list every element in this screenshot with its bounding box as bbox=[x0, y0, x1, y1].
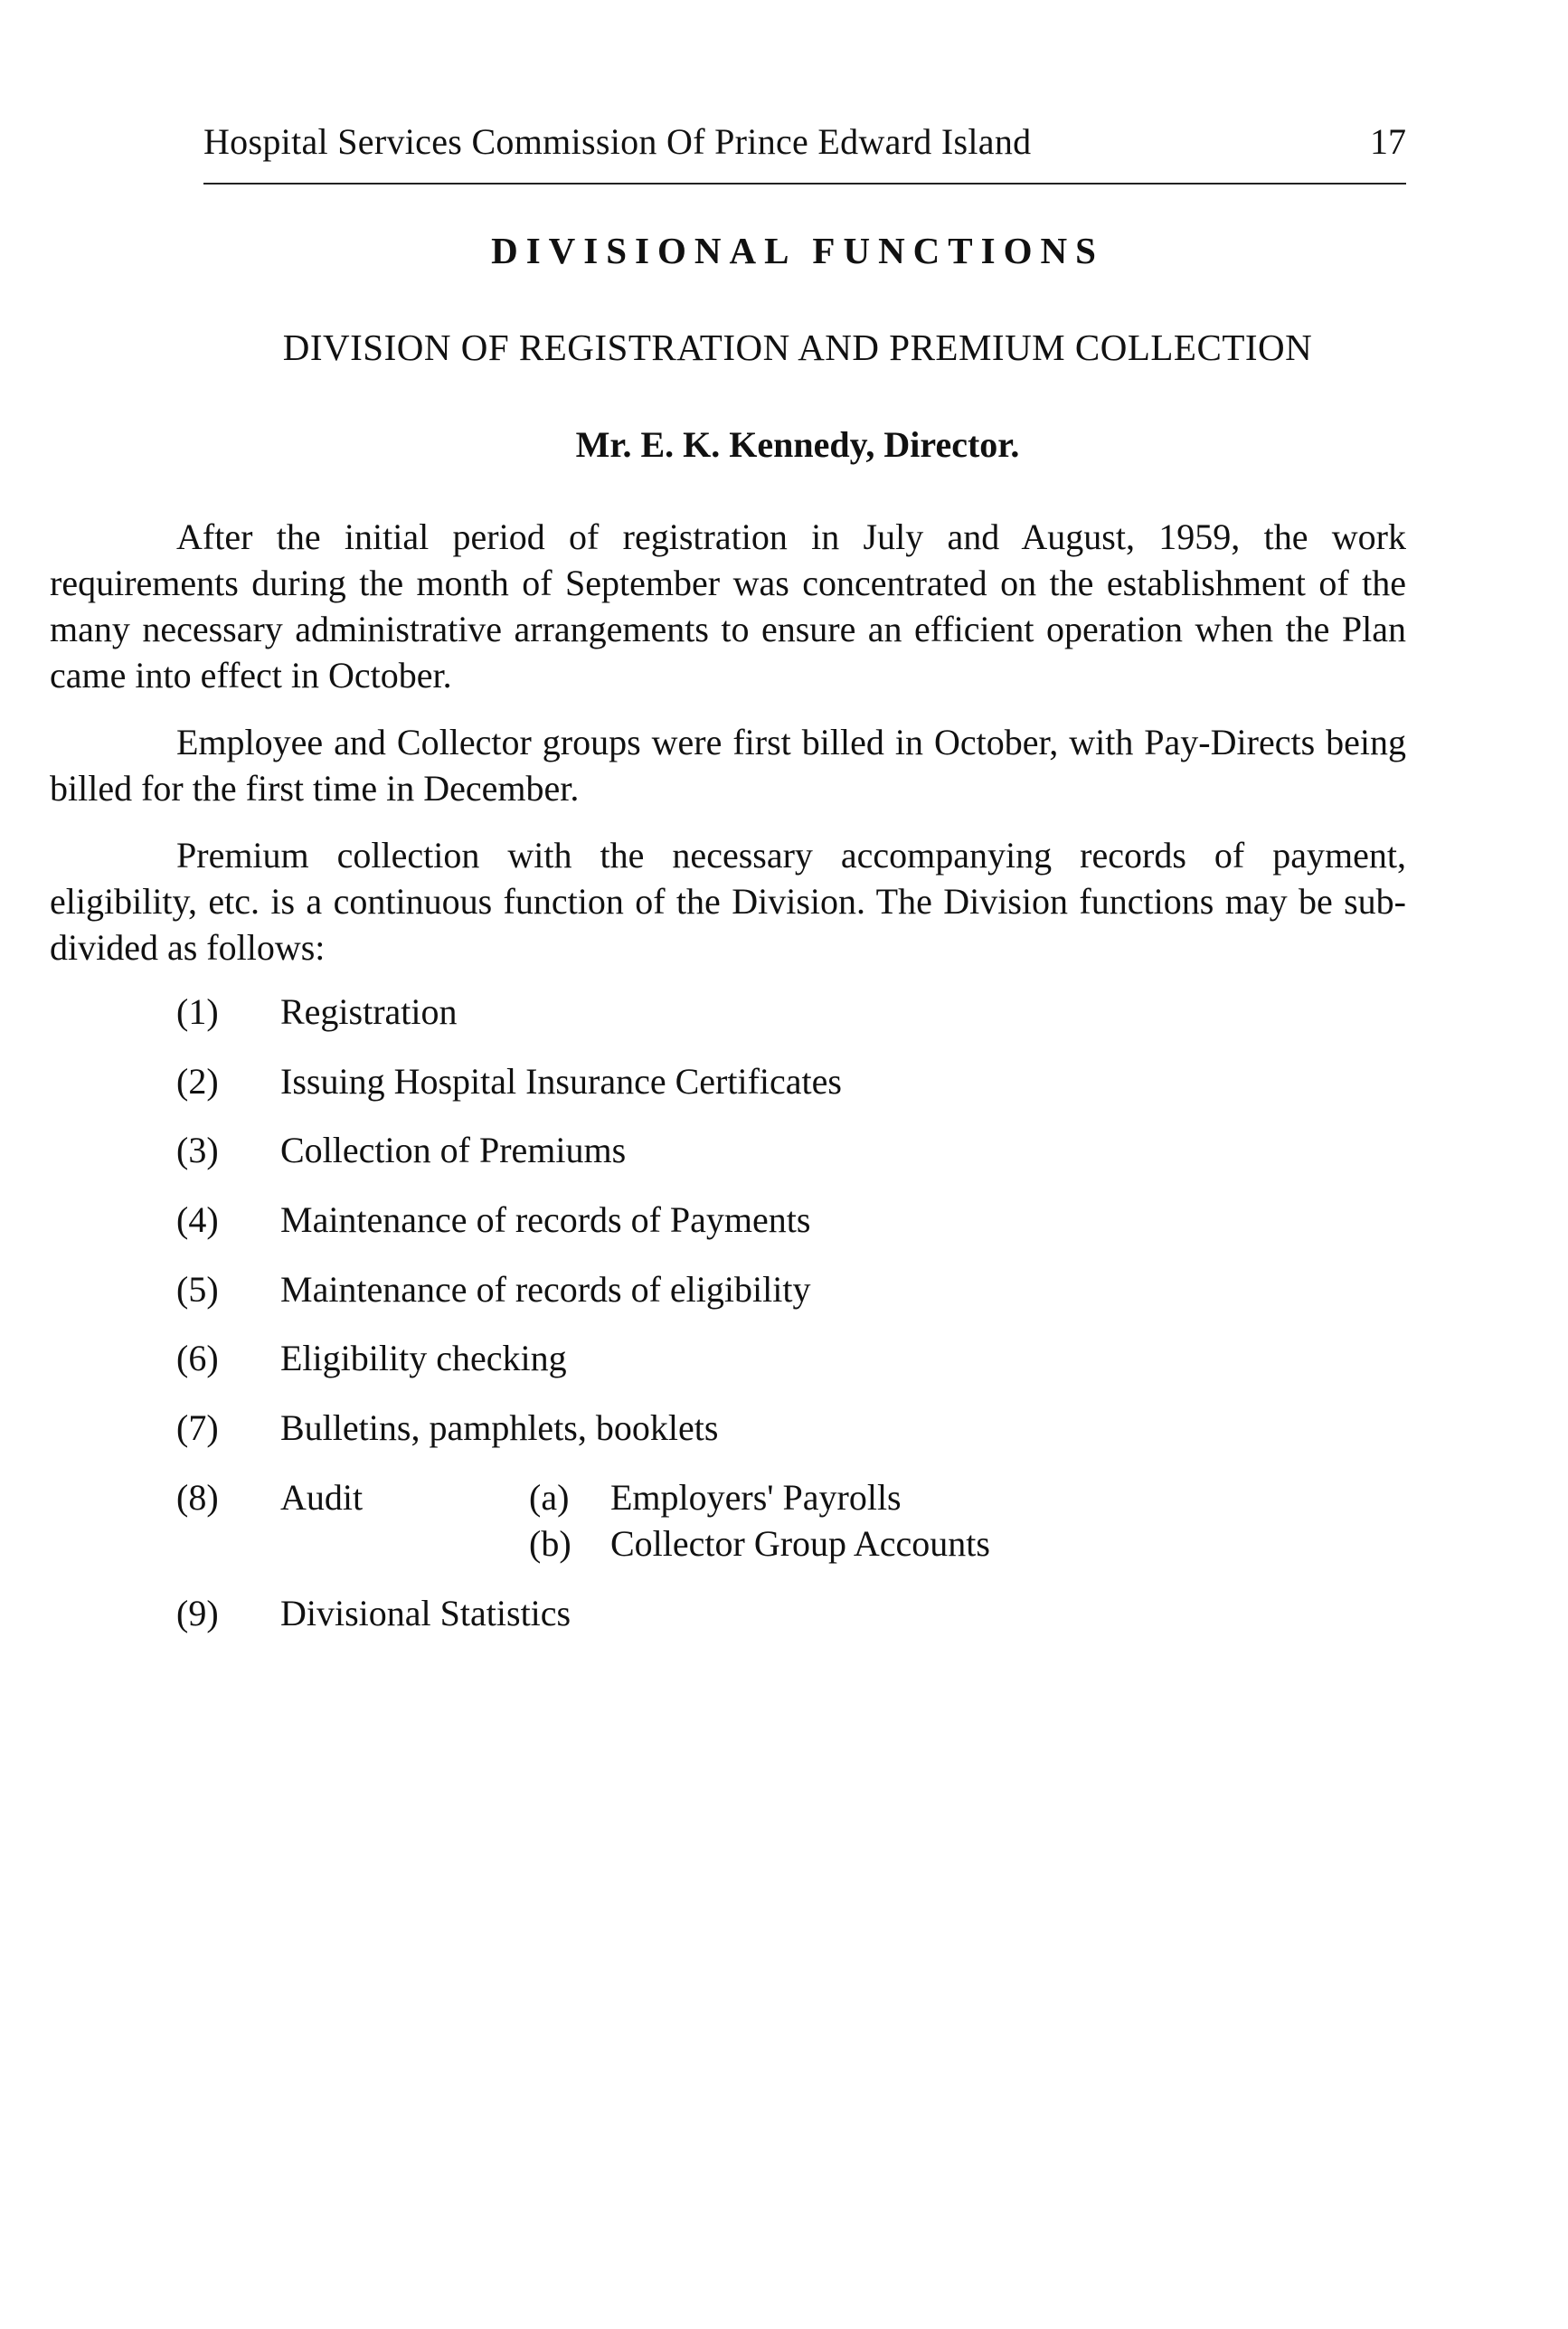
page-number: 17 bbox=[1370, 121, 1406, 162]
list-item-eligibility-records bbox=[176, 1268, 1352, 1315]
division-title: DIVISION OF REGISTRATION AND PREMIUM COLLECTION bbox=[282, 327, 1313, 368]
list-item-number: (8) bbox=[176, 1477, 219, 1518]
list-item-label: Issuing Hospital Insurance Certificates bbox=[280, 1061, 842, 1102]
list-item-label: Bulletins, pamphlets, booklets bbox=[280, 1407, 719, 1448]
list-item-audit bbox=[176, 1476, 1352, 1576]
list-item-eligibility-checking bbox=[176, 1337, 1352, 1384]
list-item-statistics bbox=[176, 1592, 1352, 1639]
list-item-label: Collection of Premiums bbox=[280, 1130, 627, 1170]
sub-item-text: Employers' Payrolls bbox=[610, 1477, 902, 1518]
list-item-number: (9) bbox=[176, 1593, 219, 1633]
list-item-number: (5) bbox=[176, 1269, 219, 1310]
paragraph-1 bbox=[50, 514, 1406, 698]
header-rule bbox=[203, 183, 1406, 185]
paragraph-text: Employee and Collector groups were first billed in October, with Pay-Directs being billed for the first time in December. bbox=[50, 722, 1406, 809]
list-item-label: Divisional Statistics bbox=[280, 1593, 571, 1633]
list-item-number: (2) bbox=[176, 1061, 219, 1102]
list-item-label: Registration bbox=[280, 991, 458, 1032]
list-item-label: Eligibility checking bbox=[280, 1338, 567, 1378]
paragraph-text: After the initial period of registration in July and August, 1959, the work requirements during the month of September was concentrated on the establishment of the many necessary administrative arrangements to ensure an efficient operation when the Plan came into effect in October. bbox=[50, 516, 1406, 696]
list-item-number: (6) bbox=[176, 1338, 219, 1378]
list-item-number: (7) bbox=[176, 1407, 219, 1448]
director-line: Mr. E. K. Kennedy, Director. bbox=[575, 424, 1020, 465]
list-item-number: (3) bbox=[176, 1130, 219, 1170]
list-item-bulletins bbox=[176, 1406, 1352, 1453]
list-item-label: Audit bbox=[280, 1477, 364, 1518]
list-item-number: (1) bbox=[176, 991, 219, 1032]
paragraph-3 bbox=[50, 832, 1406, 970]
running-header bbox=[203, 120, 1406, 171]
paragraph-2 bbox=[50, 719, 1406, 811]
list-item-payments bbox=[176, 1198, 1352, 1245]
list-item-label: Maintenance of records of Payments bbox=[280, 1199, 811, 1240]
list-item-registration bbox=[176, 990, 1352, 1037]
paragraph-text: Premium collection with the necessary accompanying records of payment, eligibility, etc. is a continuous function of the Division. The Division functions may be sub-divided as follows: bbox=[50, 835, 1406, 968]
section-title: DIVISIONAL FUNCTIONS bbox=[491, 230, 1104, 271]
list-item-certificates bbox=[176, 1060, 1352, 1107]
sub-item-text: Collector Group Accounts bbox=[610, 1523, 990, 1564]
list-item-number: (4) bbox=[176, 1199, 219, 1240]
running-title: Hospital Services Commission Of Prince Edward Island bbox=[203, 121, 1032, 162]
sub-item-letter: (b) bbox=[529, 1523, 571, 1564]
list-item-label: Maintenance of records of eligibility bbox=[280, 1269, 811, 1310]
list-item-premiums bbox=[176, 1129, 1352, 1176]
sub-item-letter: (a) bbox=[529, 1477, 570, 1518]
